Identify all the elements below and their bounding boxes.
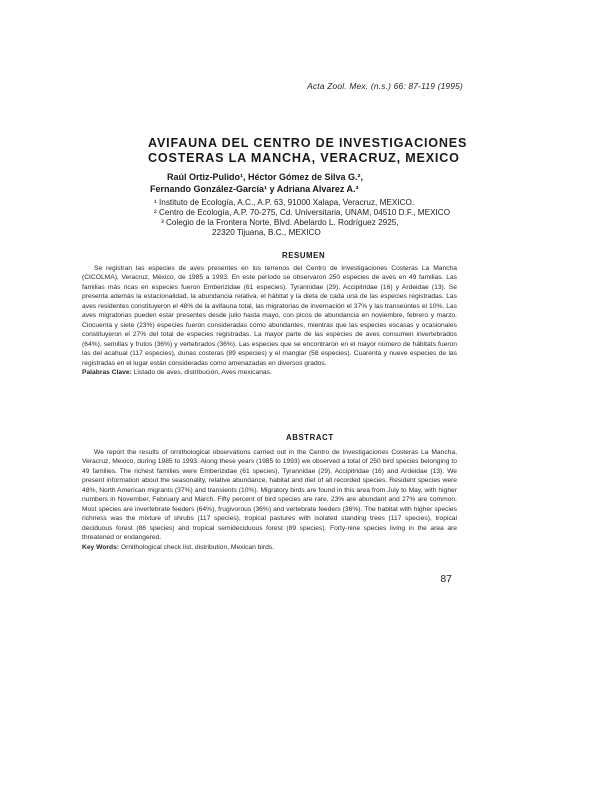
abstract-keywords-text: Ornithological check list, distribution, Mexican birds. (119, 543, 275, 551)
page-number: 87 (440, 573, 452, 585)
abstract-paragraph: We report the results of ornithological observations carried out in the Centro de Investigaciones Costeras La Mancha, Veracruz, Mexico, during 1985 to 1993. Along these years (1985 to 1993) we observed a total of 250 bird species belonging to 49 families. The richest families were Emberizidae (61 species), Tyrannidae (29), Accipitridae (16) and Ardeidae (13). We present information about the seasonality, relative abundance, habitat and diet of all recorded species. Resident species were 48%, North American migrants (37%) and transients (10%). Migratory birds are found in this area from July to May, with higher numbers in November, February and March. Fifty percent of bird species are rare, 23% are abundant and 27% are common. Most species are invertebrate feeders (64%), frugivorous (36%) and vertebrate feeders (36%). The habitat with higher species richness was the mixture of shrubs (117 species), tropical pastures with isolated standing trees (117 species), tropical deciduous forest (86 species) and tropical semideciduous forest (89 species). Forty-nine species living in the area are threatened or endangered. (82, 449, 457, 542)
affiliation-3: ³ Colegio de la Frontera Norte, Blvd. Abelardo L. Rodríguez 2925, (161, 218, 399, 227)
resumen-paragraph: Se registran las especies de aves presentes en los terrenos del Centro de Investigaciones Costeras La Mancha (CICOLMA), Veracruz, México, de 1985 a 1993. En este período se observaron 250 especies de aves en 49 familias. Las familias más ricas en especies fueron Emberizidae (61 especies), Tyrannidae (29), Accipitridae (16) y Ardeidae (13). Se presenta además la estacionalidad, la abundancia relativa, el hábitat y la dieta de cada una de las especies registradas. Las aves residentes constituyeron el 48% de la avifauna total, las migratorias de invernación el 37% y las transeúntes el 10%. Las aves migratorias pueden estar presentes desde julio hasta mayo, con picos de abundancia en noviembre, febrero y marzo. Cincuenta y siete (23%) especies fueron consideradas como abundantes, mientras que las especies escasas y ocasionales constituyeron el 27% del total de especies registradas. La mayor parte de las especies de aves consumen invertebrados (64%), semillas y frutos (36%) y vertebrados (36%). Las especies que se encontraron en el mayor número de hábitats fueron las del acahual (117 especies), dunas costeras (89 especies) y el manglar (58 especies). Cuarenta y nueve especies de las registradas en el lugar están consideradas como amenazadas en diversos grados. (82, 265, 457, 367)
resumen-keywords-label: Palabras Clave: (82, 368, 132, 376)
abstract-section (82, 448, 457, 552)
resumen-section (82, 264, 457, 377)
title-line-1: AVIFAUNA DEL CENTRO DE INVESTIGACIONES (148, 136, 468, 150)
abstract-keywords-label: Key Words: (82, 543, 120, 551)
affiliation-1: ¹ Instituto de Ecología, A.C., A.P. 63, 91000 Xalapa, Veracruz, MEXICO. (154, 198, 415, 207)
authors-line-1: Raúl Ortiz-Pulido¹, Héctor Gómez de Silva G.², (167, 172, 364, 182)
resumen-keywords-text: Listado de aves, distribución, Aves mexicanas. (131, 368, 272, 376)
resumen-keywords (82, 368, 457, 377)
abstract-keywords (82, 543, 457, 552)
abstract-heading: ABSTRACT (286, 433, 334, 442)
article-title (148, 136, 468, 166)
affiliation-3-cont: 22320 Tijuana, B.C., MEXICO (212, 228, 321, 237)
affiliation-2: ² Centro de Ecología, A.P. 70-275, Cd. Universitaria, UNAM, 04510 D.F., MEXICO (154, 208, 451, 217)
resumen-heading: RESUMEN (282, 251, 326, 260)
title-line-2: COSTERAS LA MANCHA, VERACRUZ, MEXICO (148, 151, 460, 165)
authors-line-2: Fernando González-García¹ y Adriana Alvarez A.³ (150, 184, 359, 194)
journal-reference: Acta Zool. Mex. (n.s.) 66: 87-119 (1995) (307, 81, 463, 91)
